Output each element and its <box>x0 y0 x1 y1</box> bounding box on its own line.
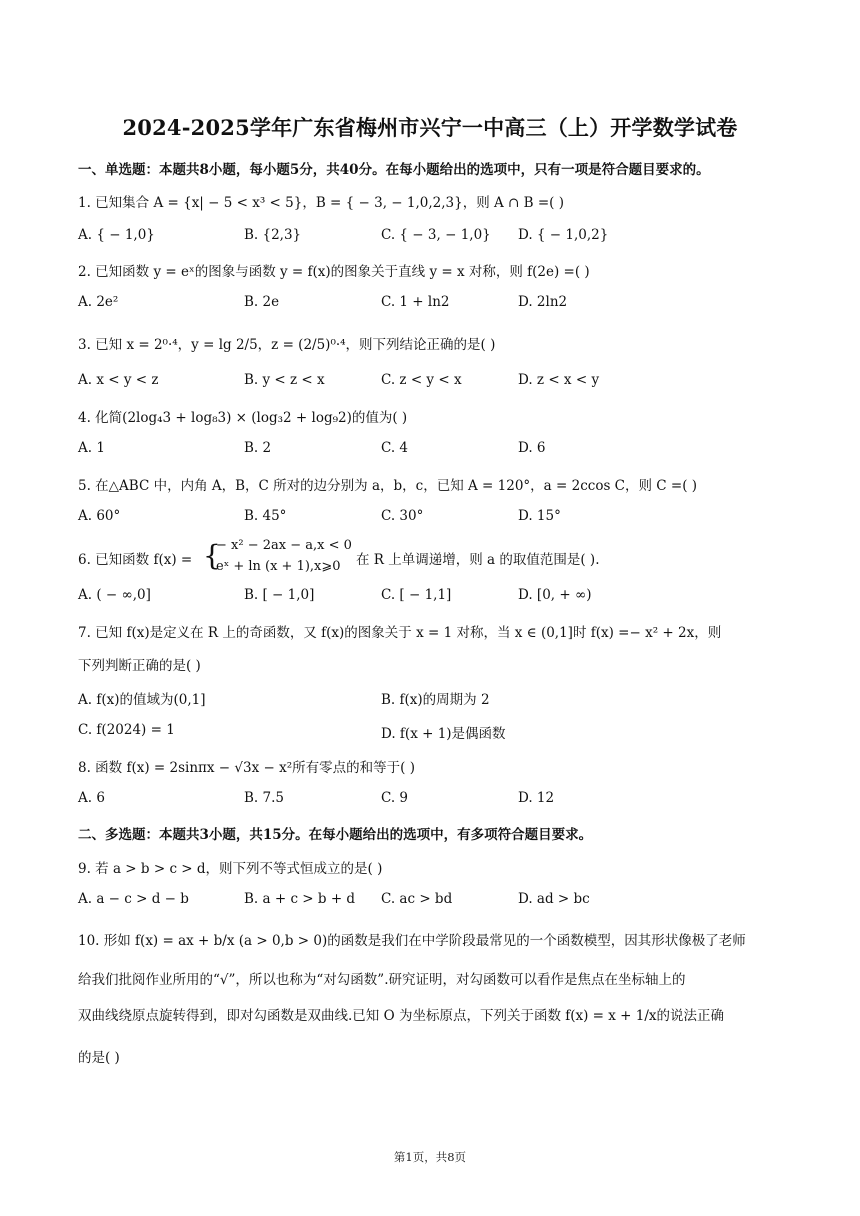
option-c: C. ac > bd <box>381 891 453 907</box>
option-d: D. z < x < y <box>518 372 600 388</box>
question-1-stem: 1. 已知集合 A = {x| − 5 < x³ < 5}，B = { − 3, − 1,0,2,3}，则 A ∩ B =( ) <box>78 195 565 211</box>
option-b: B. 2 <box>244 440 272 456</box>
option-c: C. 4 <box>381 440 409 456</box>
option-b: B. {2,3} <box>244 227 302 243</box>
option-a: A. 2e² <box>78 294 119 310</box>
option-a: A. x < y < z <box>78 372 159 388</box>
option-a: A. ( − ∞,0] <box>78 587 151 603</box>
question-5-stem: 5. 在△ABC 中，内角 A，B，C 所对的边分别为 a，b，c，已知 A = 120°，a = 2ccos C，则 C =( ) <box>78 478 698 494</box>
option-d: D. 6 <box>518 440 546 456</box>
option-c: C. z < y < x <box>381 372 462 388</box>
option-c: C. 1 + ln2 <box>381 294 450 310</box>
section-2-header: 二、多选题：本题共3小题，共15分。在每小题给出的选项中，有多项符合题目要求。 <box>78 827 593 843</box>
option-a: A. 60° <box>78 508 121 524</box>
brace-symbol: { <box>203 539 221 572</box>
option-b: B. 45° <box>244 508 287 524</box>
question-4-stem: 4. 化简(2log₄3 + log₈3) × (log₃2 + log₉2)的值为( ) <box>78 410 408 426</box>
question-7-stem-line-1: 7. 已知 f(x)是定义在 R 上的奇函数，又 f(x)的图象关于 x = 1 对称，当 x ∈ (0,1]时 f(x) =− x² + 2x，则 <box>78 625 722 641</box>
piecewise-case-1: − x² − 2ax − a,x < 0 <box>216 538 352 553</box>
option-b: B. f(x)的周期为 2 <box>381 692 490 708</box>
option-a: A. 1 <box>78 440 105 456</box>
option-d: D. 15° <box>518 508 561 524</box>
option-b: B. 7.5 <box>244 790 284 806</box>
question-10-line-1: 10. 形如 f(x) = ax + b/x (a > 0,b > 0)的函数是我们在中学阶段最常见的一个函数模型，因其形状像极了老师 <box>78 933 746 949</box>
piecewise-case-2: eˣ + ln (x + 1),x⩾0 <box>216 559 341 574</box>
option-c: C. [ − 1,1] <box>381 587 452 603</box>
option-d: D. 2ln2 <box>518 294 568 310</box>
question-10-line-2: 给我们批阅作业所用的“√”，所以也称为“对勾函数”.研究证明，对勾函数可以看作是焦点在坐标轴上的 <box>78 972 686 988</box>
option-c: C. { − 3, − 1,0} <box>381 227 491 243</box>
option-a: A. a − c > d − b <box>78 891 189 907</box>
option-b: B. y < z < x <box>244 372 325 388</box>
question-6-stem-prefix: 6. 已知函数 f(x) = <box>78 552 193 568</box>
option-d: D. f(x + 1)是偶函数 <box>381 726 506 742</box>
option-d: D. [0, + ∞) <box>518 587 592 603</box>
question-3-stem: 3. 已知 x = 2⁰·⁴，y = lg 2/5，z = (2/5)⁰·⁴，则下列结论正确的是( ) <box>78 337 496 353</box>
option-a: A. { − 1,0} <box>78 227 155 243</box>
option-c: C. f(2024) = 1 <box>78 722 175 738</box>
question-9-stem: 9. 若 a > b > c > d，则下列不等式恒成立的是( ) <box>78 861 383 877</box>
option-c: C. 9 <box>381 790 409 806</box>
option-b: B. a + c > b + d <box>244 891 356 907</box>
page-title: 2024-2025学年广东省梅州市兴宁一中高三（上）开学数学试卷 <box>122 115 738 140</box>
question-2-stem: 2. 已知函数 y = eˣ的图象与函数 y = f(x)的图象关于直线 y = x 对称，则 f(2e) =( ) <box>78 264 590 280</box>
option-d: D. 12 <box>518 790 555 806</box>
option-a: A. f(x)的值域为(0,1] <box>78 692 206 708</box>
question-6-stem-suffix: 在 R 上单调递增，则 a 的取值范围是( ). <box>356 552 600 568</box>
question-8-stem: 8. 函数 f(x) = 2sinπx − √3x − x²所有零点的和等于( ) <box>78 760 415 776</box>
section-1-header: 一、单选题：本题共8小题，每小题5分，共40分。在每小题给出的选项中，只有一项是符合题目要求的。 <box>78 162 710 178</box>
page-footer: 第1页，共8页 <box>393 1150 467 1164</box>
question-10-line-4: 的是( ) <box>78 1050 120 1066</box>
option-a: A. 6 <box>78 790 105 806</box>
option-b: B. [ − 1,0] <box>244 587 315 603</box>
option-d: D. { − 1,0,2} <box>518 227 609 243</box>
question-7-stem-line-2: 下列判断正确的是( ) <box>78 658 201 674</box>
option-c: C. 30° <box>381 508 424 524</box>
question-10-line-3: 双曲线绕原点旋转得到，即对勾函数是双曲线.已知 O 为坐标原点，下列关于函数 f(x) = x + 1/x的说法正确 <box>78 1008 725 1024</box>
option-b: B. 2e <box>244 294 280 310</box>
option-d: D. ad > bc <box>518 891 590 907</box>
